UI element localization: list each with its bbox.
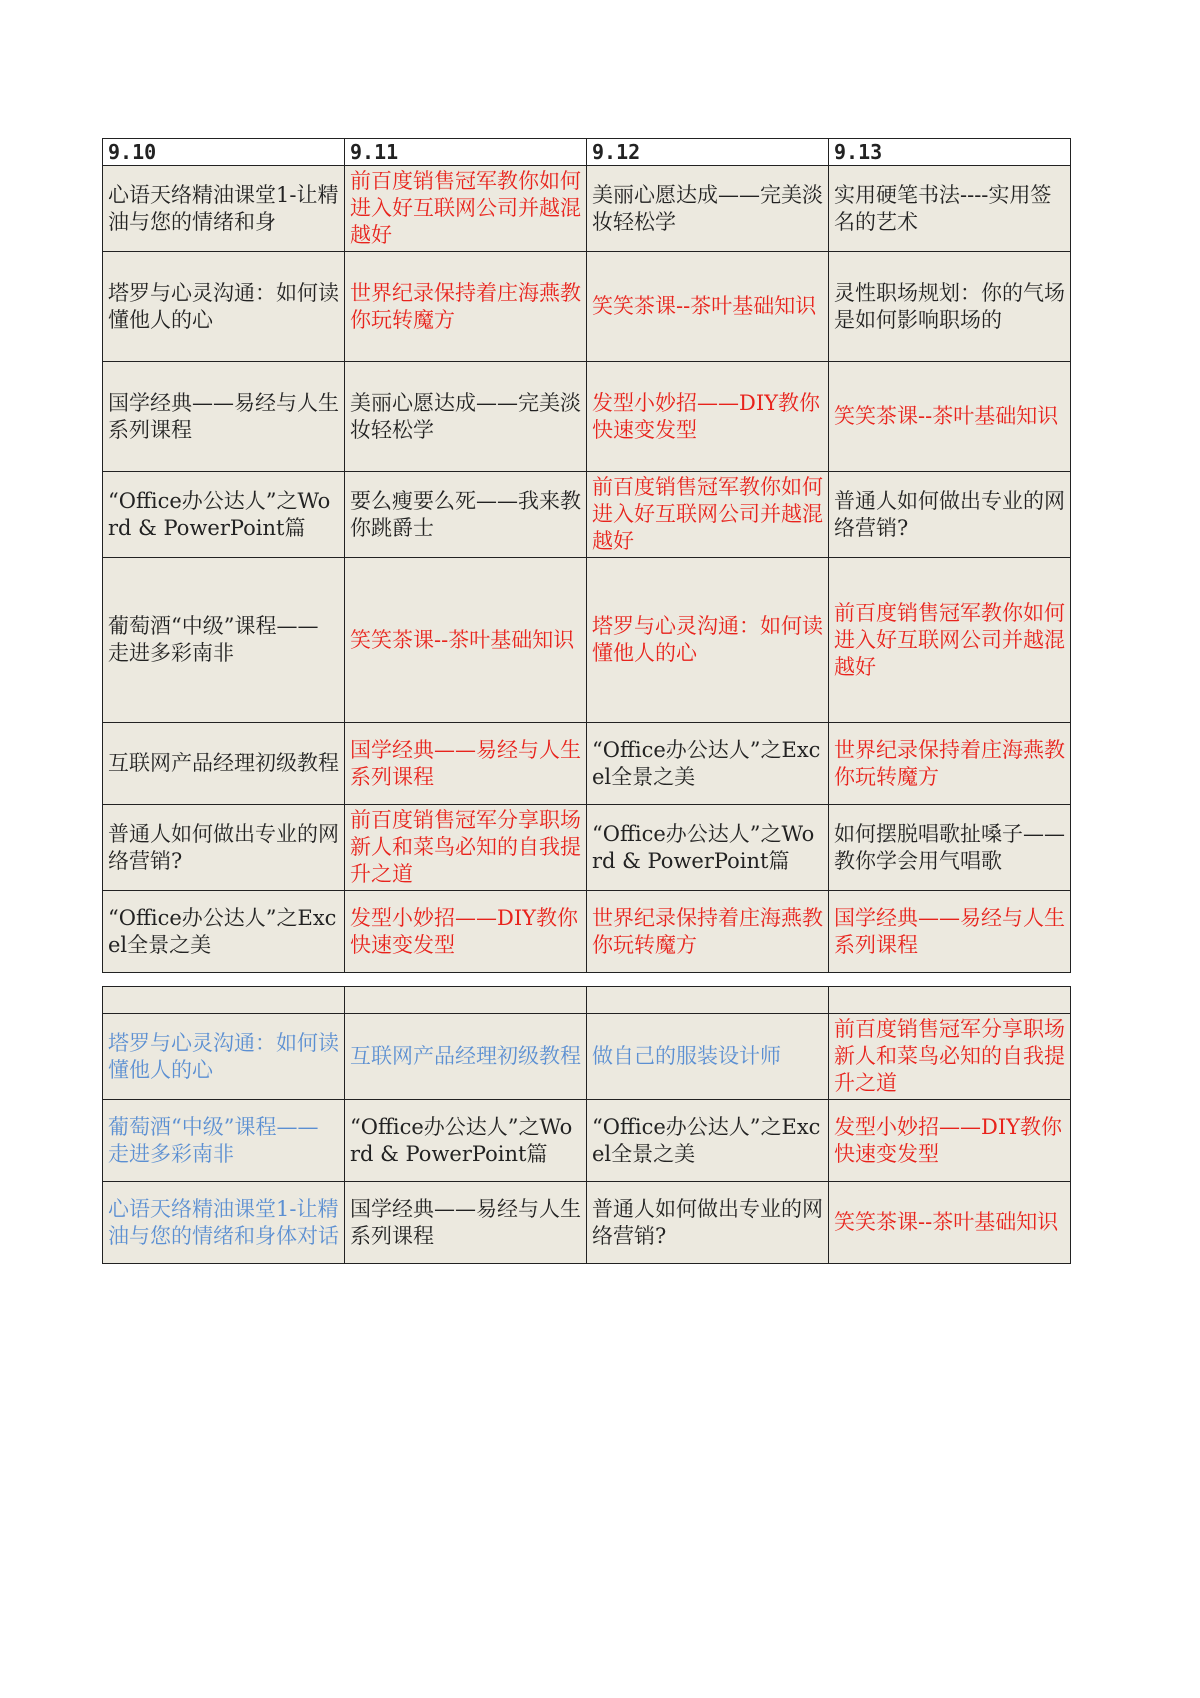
- course-cell: 国学经典——易经与人生系列课程: [103, 362, 345, 472]
- empty-header: [587, 987, 829, 1014]
- empty-header: [103, 987, 345, 1014]
- course-cell: 美丽心愿达成——完美淡妆轻松学: [345, 362, 587, 472]
- empty-header: [345, 987, 587, 1014]
- course-cell: “Office办公达人”之Word & PowerPoint篇: [103, 472, 345, 558]
- course-cell: 发型小妙招——DIY教你快速变发型: [587, 362, 829, 472]
- course-cell: 普通人如何做出专业的网络营销?: [103, 805, 345, 891]
- course-cell: 世界纪录保持着庄海燕教你玩转魔方: [587, 891, 829, 973]
- course-cell: 前百度销售冠军教你如何进入好互联网公司并越混越好: [345, 166, 587, 252]
- table-row: [103, 891, 1071, 973]
- course-cell: 国学经典——易经与人生系列课程: [345, 723, 587, 805]
- course-cell: 实用硬笔书法----实用签名的艺术: [829, 166, 1071, 252]
- course-cell: 灵性职场规划：你的气场是如何影响职场的: [829, 252, 1071, 362]
- course-cell: 发型小妙招——DIY教你快速变发型: [345, 891, 587, 973]
- course-cell: 前百度销售冠军教你如何进入好互联网公司并越混越好: [829, 558, 1071, 723]
- course-cell: 普通人如何做出专业的网络营销?: [587, 1182, 829, 1264]
- schedule-table: [102, 138, 1071, 973]
- course-cell: 互联网产品经理初级教程: [103, 723, 345, 805]
- course-cell: 笑笑茶课--茶叶基础知识: [829, 362, 1071, 472]
- date-header: 9.12: [587, 139, 829, 166]
- header-row-2: [103, 987, 1071, 1014]
- schedule-table-2: [102, 986, 1071, 1264]
- schedule-body: [103, 139, 1071, 973]
- course-cell: 葡萄酒“中级”课程——走进多彩南非: [103, 1100, 345, 1182]
- course-cell: 发型小妙招——DIY教你快速变发型: [829, 1100, 1071, 1182]
- course-cell: 笑笑茶课--茶叶基础知识: [587, 252, 829, 362]
- course-cell: 世界纪录保持着庄海燕教你玩转魔方: [829, 723, 1071, 805]
- course-cell: 葡萄酒“中级”课程——走进多彩南非: [103, 558, 345, 723]
- course-cell: 美丽心愿达成——完美淡妆轻松学: [587, 166, 829, 252]
- course-cell: 做自己的服装设计师: [587, 1014, 829, 1100]
- course-cell: 如何摆脱唱歌扯嗓子——教你学会用气唱歌: [829, 805, 1071, 891]
- course-cell: 要么瘦要么死——我来教你跳爵士: [345, 472, 587, 558]
- course-cell: “Office办公达人”之Excel全景之美: [103, 891, 345, 973]
- course-cell: 普通人如何做出专业的网络营销?: [829, 472, 1071, 558]
- table-row: [103, 1182, 1071, 1264]
- course-cell: 前百度销售冠军分享职场新人和菜鸟必知的自我提升之道: [345, 805, 587, 891]
- date-header: 9.11: [345, 139, 587, 166]
- table-row: [103, 1014, 1071, 1100]
- table-row: [103, 805, 1071, 891]
- course-cell: 塔罗与心灵沟通：如何读懂他人的心: [587, 558, 829, 723]
- table-row: [103, 1100, 1071, 1182]
- course-cell: 心语天络精油课堂1-让精油与您的情绪和身体对话: [103, 1182, 345, 1264]
- date-header: 9.13: [829, 139, 1071, 166]
- schedule-body-2: [103, 987, 1071, 1264]
- course-cell: 国学经典——易经与人生系列课程: [829, 891, 1071, 973]
- course-cell: 笑笑茶课--茶叶基础知识: [829, 1182, 1071, 1264]
- course-cell: 国学经典——易经与人生系列课程: [345, 1182, 587, 1264]
- course-cell: 世界纪录保持着庄海燕教你玩转魔方: [345, 252, 587, 362]
- table-row: [103, 558, 1071, 723]
- table-row: [103, 166, 1071, 252]
- course-cell: 前百度销售冠军教你如何进入好互联网公司并越混越好: [587, 472, 829, 558]
- course-cell: “Office办公达人”之Word & PowerPoint篇: [345, 1100, 587, 1182]
- course-cell: “Office办公达人”之Excel全景之美: [587, 1100, 829, 1182]
- course-cell: “Office办公达人”之Excel全景之美: [587, 723, 829, 805]
- table-row: [103, 252, 1071, 362]
- header-row: [103, 139, 1071, 166]
- table-row: [103, 472, 1071, 558]
- empty-header: [829, 987, 1071, 1014]
- course-cell: 塔罗与心灵沟通：如何读懂他人的心: [103, 252, 345, 362]
- course-cell: 互联网产品经理初级教程: [345, 1014, 587, 1100]
- table-row: [103, 362, 1071, 472]
- course-cell: 心语天络精油课堂1-让精油与您的情绪和身: [103, 166, 345, 252]
- table-row: [103, 723, 1071, 805]
- date-header: 9.10: [103, 139, 345, 166]
- course-cell: 前百度销售冠军分享职场新人和菜鸟必知的自我提升之道: [829, 1014, 1071, 1100]
- course-cell: 塔罗与心灵沟通：如何读懂他人的心: [103, 1014, 345, 1100]
- course-cell: 笑笑茶课--茶叶基础知识: [345, 558, 587, 723]
- course-cell: “Office办公达人”之Word & PowerPoint篇: [587, 805, 829, 891]
